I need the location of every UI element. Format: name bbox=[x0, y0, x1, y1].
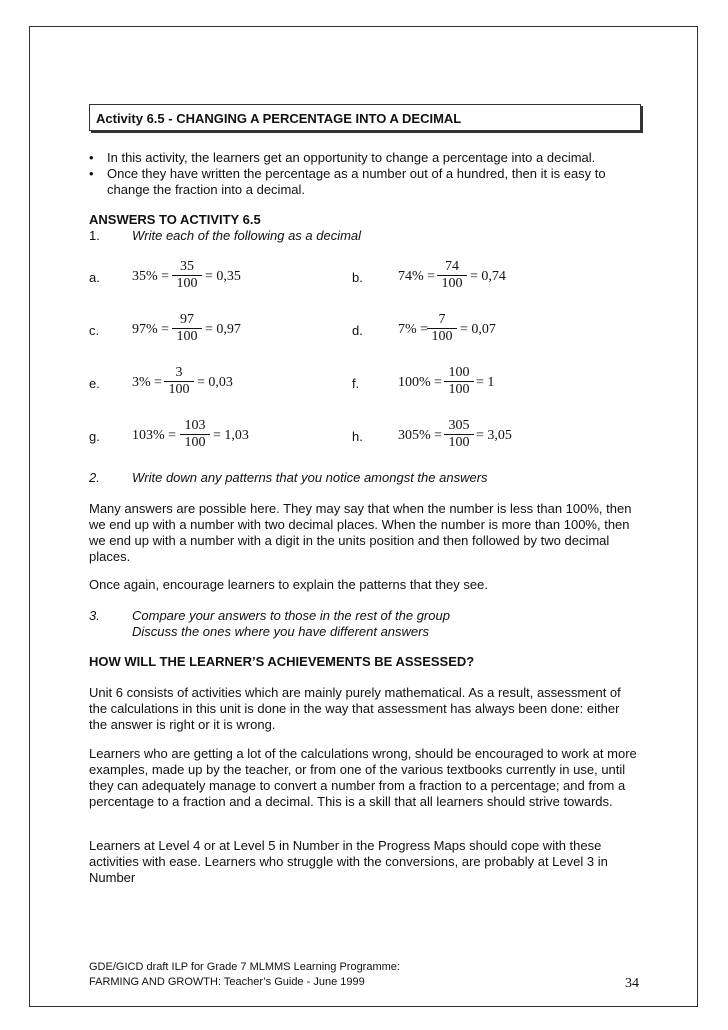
item-result: = 0,07 bbox=[460, 322, 496, 337]
item-percent: 97% = bbox=[132, 322, 170, 337]
fraction-numerator: 100 bbox=[444, 365, 474, 382]
question-number: 1. bbox=[89, 228, 100, 243]
footer-line: FARMING AND GROWTH: Teacher’s Guide - June 1999 bbox=[89, 976, 365, 988]
page-number: 34 bbox=[625, 976, 639, 991]
item-label: h. bbox=[352, 429, 363, 444]
item-result: = 0,97 bbox=[205, 322, 241, 337]
paragraph: Once again, encourage learners to explain the patterns that they see. bbox=[89, 577, 488, 592]
item-result: = 0,74 bbox=[470, 269, 506, 284]
fraction-denominator: 100 bbox=[448, 382, 470, 397]
activity-title: Activity 6.5 - CHANGING A PERCENTAGE INTO A DECIMAL bbox=[96, 111, 462, 126]
question-text: Discuss the ones where you have different answers bbox=[132, 624, 429, 639]
fraction-denominator: 100 bbox=[168, 382, 190, 397]
fraction-numerator: 103 bbox=[180, 418, 210, 435]
answers-heading: ANSWERS TO ACTIVITY 6.5 bbox=[89, 212, 261, 227]
fraction-denominator: 100 bbox=[441, 276, 463, 291]
fraction-numerator: 97 bbox=[172, 312, 202, 329]
item-result: = 1 bbox=[476, 375, 495, 390]
question-text: Compare your answers to those in the rest of the group bbox=[132, 608, 450, 623]
bullet-text: In this activity, the learners get an opportunity to change a percentage into a decimal. bbox=[107, 150, 596, 165]
fraction-denominator: 100 bbox=[431, 329, 453, 344]
fraction bbox=[444, 365, 474, 398]
fraction bbox=[164, 365, 194, 398]
fraction-numerator: 3 bbox=[164, 365, 194, 382]
item-label: d. bbox=[352, 323, 363, 338]
fraction bbox=[444, 418, 474, 451]
fraction-denominator: 100 bbox=[448, 435, 470, 450]
item-result: = 0,03 bbox=[197, 375, 233, 390]
paragraph: Many answers are possible here. They may say that when the number is less than 100%, then we end up with a number with two decimal places. When the number is more than 100%, then we end up with a number with a digit in the units position and then followed by two decimal places. bbox=[89, 501, 632, 564]
fraction-denominator: 100 bbox=[184, 435, 206, 450]
question-text: Write down any patterns that you notice amongst the answers bbox=[132, 470, 488, 485]
item-result: = 1,03 bbox=[213, 428, 249, 443]
fraction bbox=[172, 259, 202, 292]
item-percent: 3% = bbox=[132, 375, 163, 390]
fraction-numerator: 35 bbox=[172, 259, 202, 276]
item-label: g. bbox=[89, 429, 100, 444]
item-percent: 35% = bbox=[132, 269, 170, 284]
question-text: Write each of the following as a decimal bbox=[132, 228, 362, 243]
fraction bbox=[172, 312, 202, 345]
item-label: e. bbox=[89, 376, 100, 391]
question-number: 3. bbox=[89, 608, 100, 623]
fraction-numerator: 305 bbox=[444, 418, 474, 435]
fraction bbox=[180, 418, 210, 451]
fraction bbox=[437, 259, 467, 292]
activity-title-box bbox=[89, 104, 641, 131]
assessment-heading: HOW WILL THE LEARNER’S ACHIEVEMENTS BE ASSESSED? bbox=[89, 654, 475, 669]
fraction-numerator: 7 bbox=[427, 312, 457, 329]
bullet-text: Once they have written the percentage as a number out of a hundred, then it is easy to change the fraction into a decimal. bbox=[107, 166, 606, 197]
footer-line: GDE/GICD draft ILP for Grade 7 MLMMS Learning Programme: bbox=[89, 961, 400, 973]
question-number: 2. bbox=[89, 470, 100, 485]
item-result: = 0,35 bbox=[205, 269, 241, 284]
bullet-icon: • bbox=[89, 150, 94, 165]
paragraph: Unit 6 consists of activities which are mainly purely mathematical. As a result, assessment of the calculations in this unit is done in the way that assessment has always been done: either the answer is right or it is wrong. bbox=[89, 685, 621, 732]
paragraph: Learners at Level 4 or at Level 5 in Number in the Progress Maps should cope with these activities with ease. Learners who struggle with the conversions, are probably at Level 3 in Number bbox=[89, 838, 608, 885]
fraction-denominator: 100 bbox=[176, 276, 198, 291]
item-result: = 3,05 bbox=[476, 428, 512, 443]
item-percent: 7% = bbox=[398, 322, 429, 337]
item-label: f. bbox=[352, 376, 360, 391]
item-percent: 103% = bbox=[132, 428, 177, 443]
item-label: a. bbox=[89, 270, 100, 285]
item-label: b. bbox=[352, 270, 363, 285]
item-label: c. bbox=[89, 323, 100, 338]
fraction-denominator: 100 bbox=[176, 329, 198, 344]
paragraph: Learners who are getting a lot of the calculations wrong, should be encouraged to work at more examples, made up by the teacher, or from one of the various textbooks currently in use, until they can adequately manage to convert a number from a fraction to a percentage; and from a percentage to a fraction and a decimal. This is a skill that all learners should strive towards. bbox=[89, 746, 637, 809]
item-percent: 100% = bbox=[398, 375, 443, 390]
fraction-numerator: 74 bbox=[437, 259, 467, 276]
item-percent: 305% = bbox=[398, 428, 443, 443]
fraction bbox=[427, 312, 457, 345]
bullet-icon: • bbox=[89, 166, 94, 181]
item-percent: 74% = bbox=[398, 269, 436, 284]
